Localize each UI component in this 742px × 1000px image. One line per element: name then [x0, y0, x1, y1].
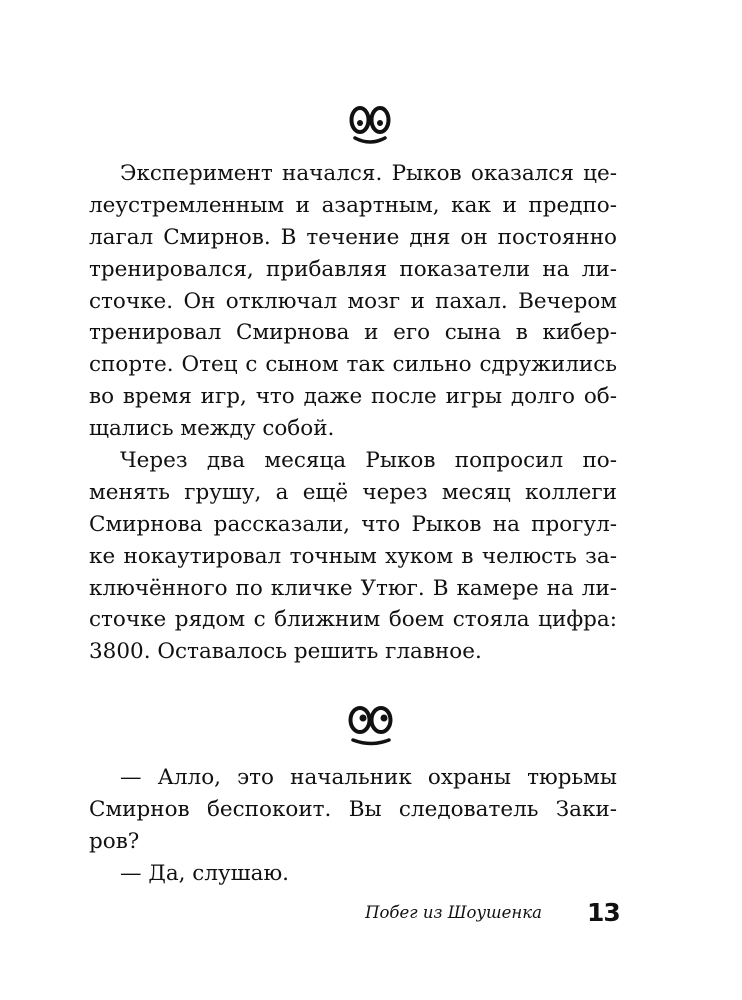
text-line: Через два месяца Рыков попросил по- — [120, 448, 617, 474]
text-line: щались между собой. — [89, 416, 335, 442]
text-line: Эксперимент начался. Рыков оказался це- — [120, 161, 617, 186]
dialogue-line: — Да, слушаю. — [120, 860, 290, 886]
text-line: леустремленным и азартным, как и предпо- — [89, 192, 617, 218]
page-footer — [0, 898, 742, 931]
text-line: тренировался, прибавляя показатели на ли- — [89, 256, 617, 282]
dialogue-line: ров? — [89, 828, 140, 854]
text-line: ке нокаутировал точным хуком в челюсть за- — [89, 543, 617, 569]
paragraph-block-1 — [89, 158, 617, 668]
wide-eyed-smiley-icon — [341, 700, 401, 756]
text-line: спорте. Отец с сыном так сильно сдружились — [89, 352, 617, 378]
text-line: менять грушу, а ещё через месяц коллеги — [89, 479, 617, 505]
dialogue-line: — Алло, это начальник охраны тюрьмы — [120, 765, 617, 790]
text-line: лагал Смирнов. В течение дня он постоянно — [89, 224, 617, 250]
text-line: Смирнова рассказали, что Рыков на прогул- — [89, 511, 617, 537]
smiley-eyes-icon — [341, 100, 401, 156]
page-number: 13 — [587, 898, 620, 927]
text-line: сточке рядом с ближним боем стояла цифра: — [89, 607, 617, 633]
text-line: 3800. Оставалось решить главное. — [89, 639, 482, 665]
dialogue-block — [89, 762, 617, 890]
dialogue-line: Смирнов беспокоит. Вы следователь Заки- — [89, 796, 617, 822]
text-line: сточке. Он отключал мозг и пахал. Вечером — [89, 288, 617, 314]
text-line: тренировал Смирнова и его сына в кибер- — [89, 320, 617, 346]
text-line: во время игр, что даже после игры долго об- — [89, 384, 617, 410]
text-line: ключённого по кличке Утюг. В камере на ли- — [89, 575, 617, 601]
running-title: Побег из Шоушенка — [365, 903, 542, 922]
